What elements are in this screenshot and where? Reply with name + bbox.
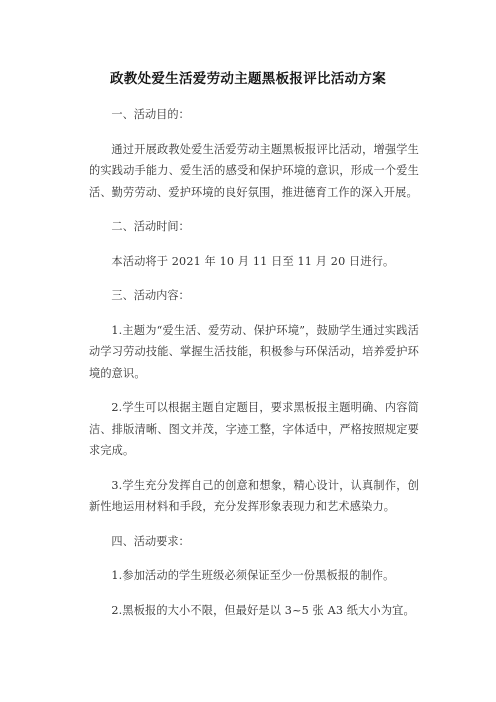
content-item-3: 3.学生充分发挥自己的创意和想象，精心设计，认真制作，创新性地运用材料和手段，充分发挥形象表现力和艺术感染力。 <box>89 478 419 513</box>
section-heading-requirements: 四、活动要求： <box>111 534 190 548</box>
section-heading-purpose: 一、活动目的： <box>111 108 190 121</box>
paragraph-time: 本活动将于 2021 年 10 月 11 日至 11 月 20 日进行。 <box>111 254 395 268</box>
paragraph-purpose: 通过开展政教处爱生活爱劳动主题黑板报评比活动，增强学生的实践动手能力、爱生活的感受和保护环境的意识，形成一个爱生活、勤劳劳动、爱护环境的良好氛围，推进德育工作的深入开展。 <box>89 142 419 199</box>
section-heading-content: 三、活动内容： <box>111 289 190 302</box>
document-title: 政教处爱生活爱劳动主题黑板报评比活动方案 <box>110 71 386 87</box>
requirements-item-2: 2.黑板报的大小不限，但最好是以 3~5 张 A3 纸大小为宜。 <box>111 603 415 617</box>
content-item-1: 1.主题为“爱生活、爱劳动、保护环境”，鼓励学生通过实践活动学习劳动技能、掌握生活技能，积极参与环保活动，培养爱护环境的意识。 <box>89 323 419 380</box>
requirements-item-1: 1.参加活动的学生班级必须保证至少一份黑板报的制作。 <box>111 569 395 582</box>
document-body <box>89 104 419 634</box>
section-heading-time: 二、活动时间： <box>111 220 190 233</box>
content-item-2: 2.学生可以根据主题自定题目，要求黑板报主题明确、内容简洁、排版清晰、图文并茂，字迹工整，字体适中，严格按照规定要求完成。 <box>89 401 419 457</box>
